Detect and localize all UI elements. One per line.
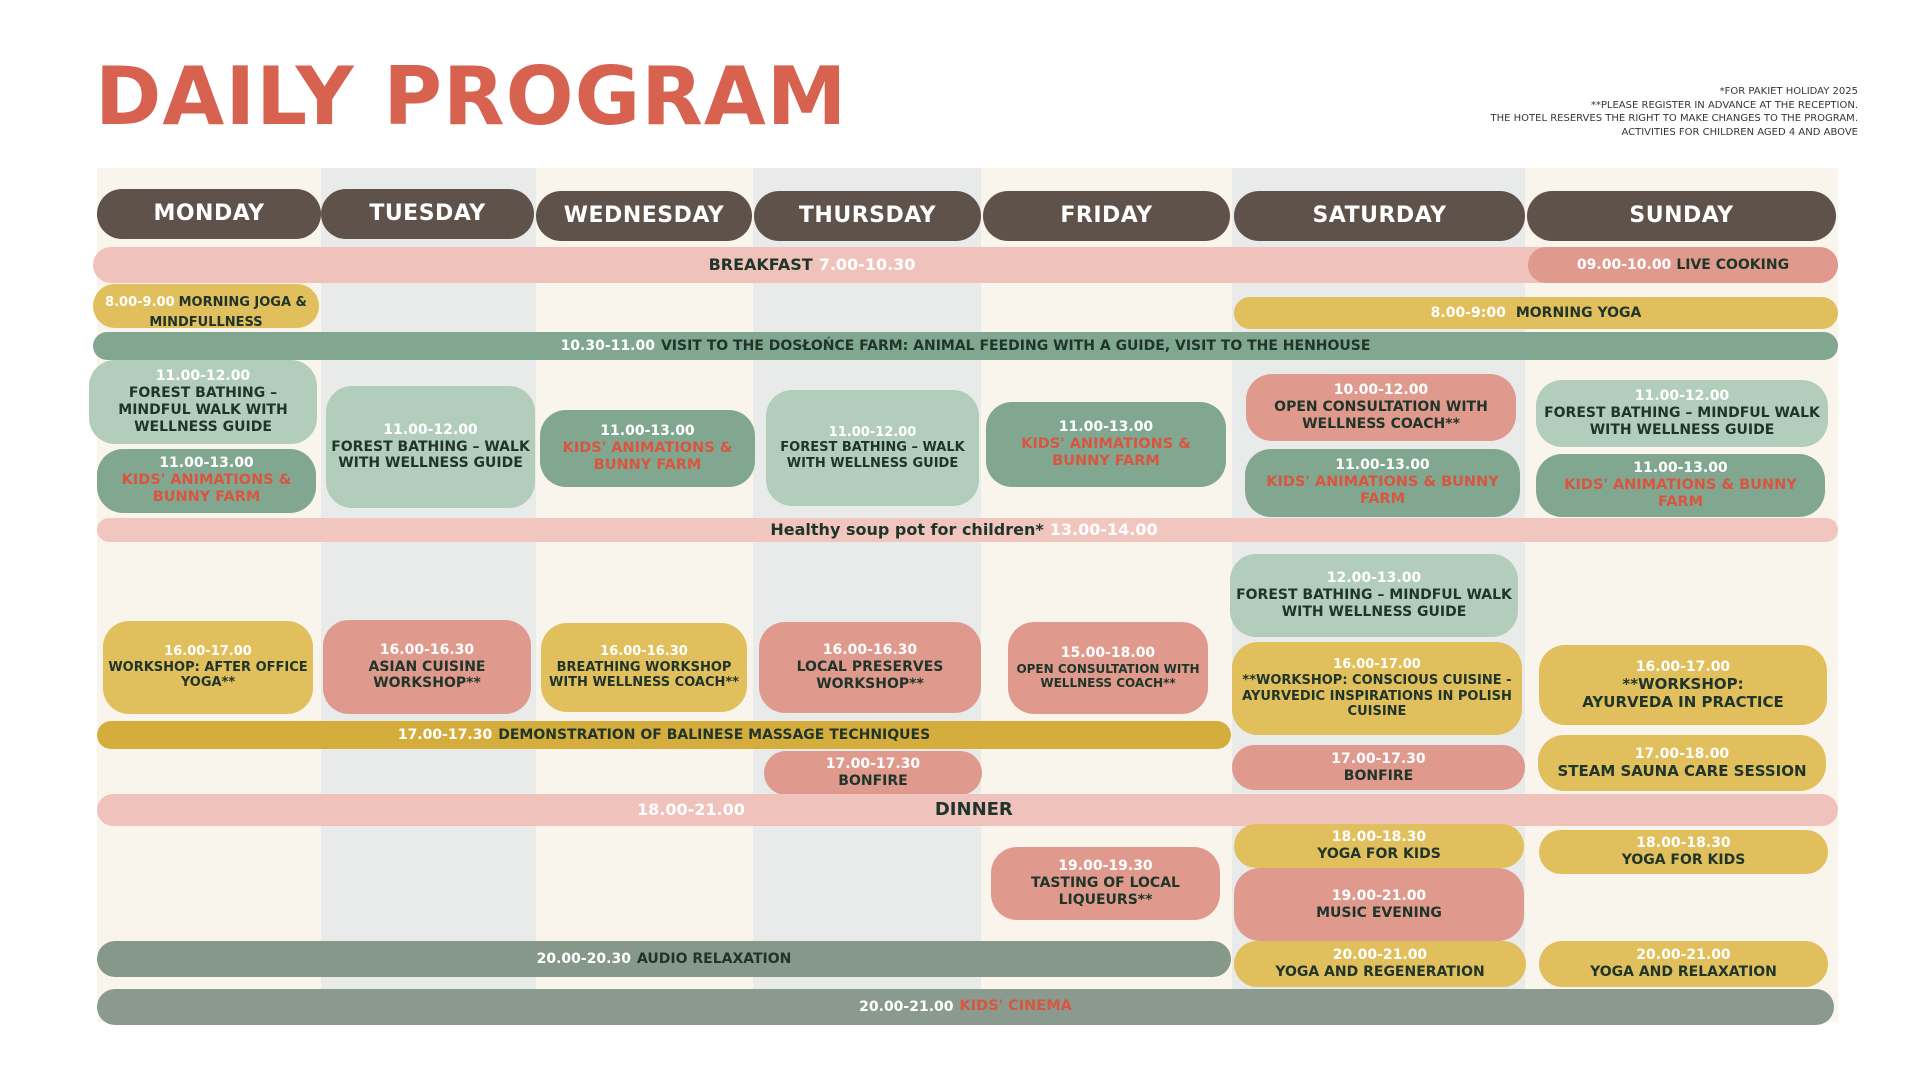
event-sat-forest-bathing bbox=[1230, 554, 1518, 637]
event-time: 18.00-18.30 bbox=[1331, 829, 1427, 846]
event-name: FOREST BATHING – WALK WITH WELLNESS GUIDE bbox=[780, 440, 965, 471]
event-tue-asian-cuisine bbox=[323, 620, 531, 714]
event-sun-kids-animations bbox=[1536, 454, 1825, 517]
event-time: 19.00-19.30 bbox=[1058, 858, 1153, 875]
event-wed-breathing-workshop bbox=[541, 623, 747, 712]
event-thu-forest-bathing bbox=[766, 390, 979, 506]
day-header-wednesday: WEDNESDAY bbox=[536, 191, 752, 241]
event-time: 11.00-13.00 bbox=[600, 422, 695, 439]
event-time: 16.00-16.30 bbox=[822, 642, 918, 659]
event-time: 7.00-10.30 bbox=[818, 255, 916, 275]
event-wed-kids-animations bbox=[540, 410, 755, 487]
event-time: 16.00-16.30 bbox=[600, 644, 688, 660]
column-bg-wednesday bbox=[536, 168, 753, 1022]
event-time: 11.00-12.00 bbox=[383, 421, 478, 438]
event-time: 17.00-17.30 bbox=[1331, 750, 1426, 767]
event-name: BREAKFAST bbox=[708, 255, 813, 275]
event-name: WORKSHOP: AFTER OFFICE YOGA** bbox=[108, 659, 308, 691]
event-time: 09.00-10.00 bbox=[1576, 256, 1672, 273]
event-time: 16.00-16.30 bbox=[379, 641, 475, 658]
event-name: ASIAN CUISINE WORKSHOP** bbox=[368, 658, 486, 692]
event-fri-liqueur-tasting bbox=[991, 847, 1220, 920]
event-name: **WORKSHOP: AYURVEDA IN PRACTICE bbox=[1582, 675, 1784, 712]
event-time: 8.00-9:00 bbox=[1430, 304, 1506, 321]
note-line: THE HOTEL RESERVES THE RIGHT TO MAKE CHANGES TO THE PROGRAM. bbox=[1490, 113, 1858, 124]
event-mon-forest-bathing bbox=[89, 360, 317, 444]
day-header-friday: FRIDAY bbox=[983, 191, 1230, 241]
event-name: MUSIC EVENING bbox=[1316, 904, 1442, 921]
event-time: 11.00-13.00 bbox=[1058, 418, 1154, 435]
event-sun-yoga-relaxation bbox=[1539, 941, 1828, 987]
event-sat-conscious-cuisine bbox=[1232, 642, 1522, 735]
event-thu-local-preserves bbox=[759, 622, 981, 713]
event-time: 17.00-17.30 bbox=[397, 726, 493, 743]
event-sun-ayurveda-workshop bbox=[1539, 645, 1827, 725]
event-name: LIVE COOKING bbox=[1676, 256, 1790, 273]
event-fri-kids-animations bbox=[986, 402, 1226, 487]
event-name: MORNING YOGA bbox=[1515, 304, 1642, 321]
event-time: 11.00-12.00 bbox=[155, 368, 251, 385]
event-name: BREATHING WORKSHOP WITH WELLNESS COACH** bbox=[549, 659, 739, 691]
event-time: 17.00-17.30 bbox=[825, 756, 921, 773]
column-bg-thursday bbox=[753, 168, 981, 1022]
event-sun-live-cooking bbox=[1528, 247, 1838, 283]
event-mon-morning-yoga bbox=[93, 284, 319, 328]
event-name: FOREST BATHING – MINDFUL WALK WITH WELLNESS GUIDE bbox=[1236, 587, 1512, 620]
event-sat-music-evening bbox=[1234, 868, 1524, 941]
day-header-monday: MONDAY bbox=[97, 189, 321, 239]
event-name: YOGA FOR KIDS bbox=[1621, 852, 1746, 868]
event-time: 16.00-17.00 bbox=[1635, 658, 1731, 675]
event-fri-open-consultation bbox=[1008, 622, 1208, 714]
day-header-thursday: THURSDAY bbox=[754, 191, 981, 241]
event-name: VISIT TO THE DOSŁOŃCE FARM: ANIMAL FEEDING WITH A GUIDE, VISIT TO THE HENHOUSE bbox=[660, 337, 1371, 354]
event-name: STEAM SAUNA CARE SESSION bbox=[1557, 762, 1807, 781]
event-time: 16.00-17.00 bbox=[164, 644, 252, 660]
event-audio-relaxation bbox=[97, 941, 1231, 977]
event-name: OPEN CONSULTATION WITH WELLNESS COACH** bbox=[1016, 662, 1200, 691]
event-sat-open-consultation bbox=[1246, 374, 1516, 441]
event-time: 10.30-11.00 bbox=[560, 337, 655, 354]
event-name: DINNER bbox=[934, 799, 1013, 821]
event-name: KIDS' CINEMA bbox=[959, 998, 1072, 1015]
event-soup-pot bbox=[97, 518, 1838, 542]
day-header-tuesday: TUESDAY bbox=[321, 189, 534, 239]
event-time: 15.00-18.00 bbox=[1060, 645, 1156, 662]
day-header-sunday: SUNDAY bbox=[1527, 191, 1836, 241]
event-name: FOREST BATHING – WALK WITH WELLNESS GUIDE bbox=[331, 438, 530, 472]
event-time: 12.00-13.00 bbox=[1326, 570, 1422, 587]
column-bg-tuesday bbox=[321, 168, 536, 1022]
event-name: LOCAL PRESERVES WORKSHOP** bbox=[796, 659, 944, 692]
event-name: TASTING OF LOCAL LIQUEURS** bbox=[1031, 875, 1180, 908]
event-sat-morning-yoga bbox=[1234, 297, 1838, 329]
event-sat-yoga-regeneration bbox=[1234, 941, 1526, 987]
note-line: ACTIVITIES FOR CHILDREN AGED 4 AND ABOVE bbox=[1621, 126, 1858, 138]
event-name: BONFIRE bbox=[1343, 767, 1414, 784]
event-time: 11.00-12.00 bbox=[828, 424, 917, 440]
event-time: 11.00-13.00 bbox=[159, 455, 254, 472]
event-name: KIDS' ANIMATIONS & BUNNY FARM bbox=[1564, 476, 1797, 510]
event-name: KIDS' ANIMATIONS & BUNNY FARM bbox=[1266, 474, 1499, 508]
event-name: KIDS' ANIMATIONS & BUNNY FARM bbox=[1021, 435, 1191, 469]
event-time: 18.00-21.00 bbox=[637, 800, 745, 820]
event-name: YOGA AND REGENERATION bbox=[1275, 964, 1485, 980]
event-dinner bbox=[97, 794, 1838, 826]
note-line: *FOR PAKIET HOLIDAY 2025 bbox=[1719, 86, 1858, 97]
event-name: DEMONSTRATION OF BALINESE MASSAGE TECHNIQUES bbox=[498, 726, 931, 743]
page-title: DAILY PROGRAM bbox=[95, 50, 848, 143]
event-name: FOREST BATHING – MINDFUL WALK WITH WELLNESS GUIDE bbox=[118, 385, 288, 435]
event-name: KIDS' ANIMATIONS & BUNNY FARM bbox=[562, 439, 733, 473]
event-thu-bonfire bbox=[764, 751, 982, 795]
event-farm-visit bbox=[93, 332, 1838, 360]
event-sat-kids-animations bbox=[1245, 449, 1520, 517]
day-header-saturday: SATURDAY bbox=[1234, 191, 1525, 241]
event-name: **WORKSHOP: CONSCIOUS CUISINE - AYURVEDIC INSPIRATIONS IN POLISH CUISINE bbox=[1242, 672, 1512, 720]
event-time: 16.00-17.00 bbox=[1333, 657, 1421, 673]
event-time: 11.00-13.00 bbox=[1633, 459, 1728, 476]
note-line: **PLEASE REGISTER IN ADVANCE AT THE RECEPTION. bbox=[1590, 99, 1858, 111]
event-kids-cinema bbox=[97, 989, 1834, 1025]
event-time: 20.00-21.00 bbox=[859, 998, 954, 1015]
event-name: FOREST BATHING – MINDFUL WALK WITH WELLNESS GUIDE bbox=[1544, 405, 1820, 438]
program-notes bbox=[1491, 85, 1858, 139]
event-mon-kids-animations bbox=[97, 449, 316, 513]
event-time: 11.00-13.00 bbox=[1335, 457, 1430, 474]
event-name: BONFIRE bbox=[838, 773, 908, 789]
event-time: 19.00-21.00 bbox=[1331, 887, 1427, 904]
event-tue-forest-bathing bbox=[326, 386, 535, 508]
event-name: YOGA FOR KIDS bbox=[1317, 846, 1441, 862]
event-time: 8.00-9.00 bbox=[105, 295, 175, 310]
event-time: 20.00-21.00 bbox=[1636, 947, 1731, 964]
event-name: YOGA AND RELAXATION bbox=[1590, 964, 1777, 980]
event-time: 18.00-18.30 bbox=[1636, 835, 1731, 852]
event-name: KIDS' ANIMATIONS & BUNNY FARM bbox=[121, 472, 292, 506]
event-time: 17.00-18.00 bbox=[1634, 745, 1730, 762]
event-time: 11.00-12.00 bbox=[1634, 388, 1730, 405]
event-time: 20.00-21.00 bbox=[1332, 947, 1428, 964]
event-sun-steam-sauna bbox=[1538, 735, 1826, 791]
event-sat-yoga-for-kids bbox=[1234, 824, 1524, 868]
event-name: OPEN CONSULTATION WITH WELLNESS COACH** bbox=[1274, 399, 1488, 432]
event-time: 20.00-20.30 bbox=[536, 950, 631, 967]
event-massage-demo bbox=[97, 721, 1231, 749]
event-sun-yoga-for-kids bbox=[1539, 830, 1828, 874]
event-name: Healthy soup pot for children* bbox=[770, 520, 1044, 540]
event-sun-forest-bathing bbox=[1536, 380, 1828, 447]
event-time: 13.00-14.00 bbox=[1049, 520, 1158, 540]
event-time: 10.00-12.00 bbox=[1333, 382, 1429, 399]
event-mon-workshop-yoga bbox=[103, 621, 313, 714]
event-name: MORNING JOGA & MINDFULLNESS bbox=[149, 295, 307, 328]
event-sat-bonfire bbox=[1232, 745, 1525, 790]
event-name: AUDIO RELAXATION bbox=[636, 950, 792, 967]
